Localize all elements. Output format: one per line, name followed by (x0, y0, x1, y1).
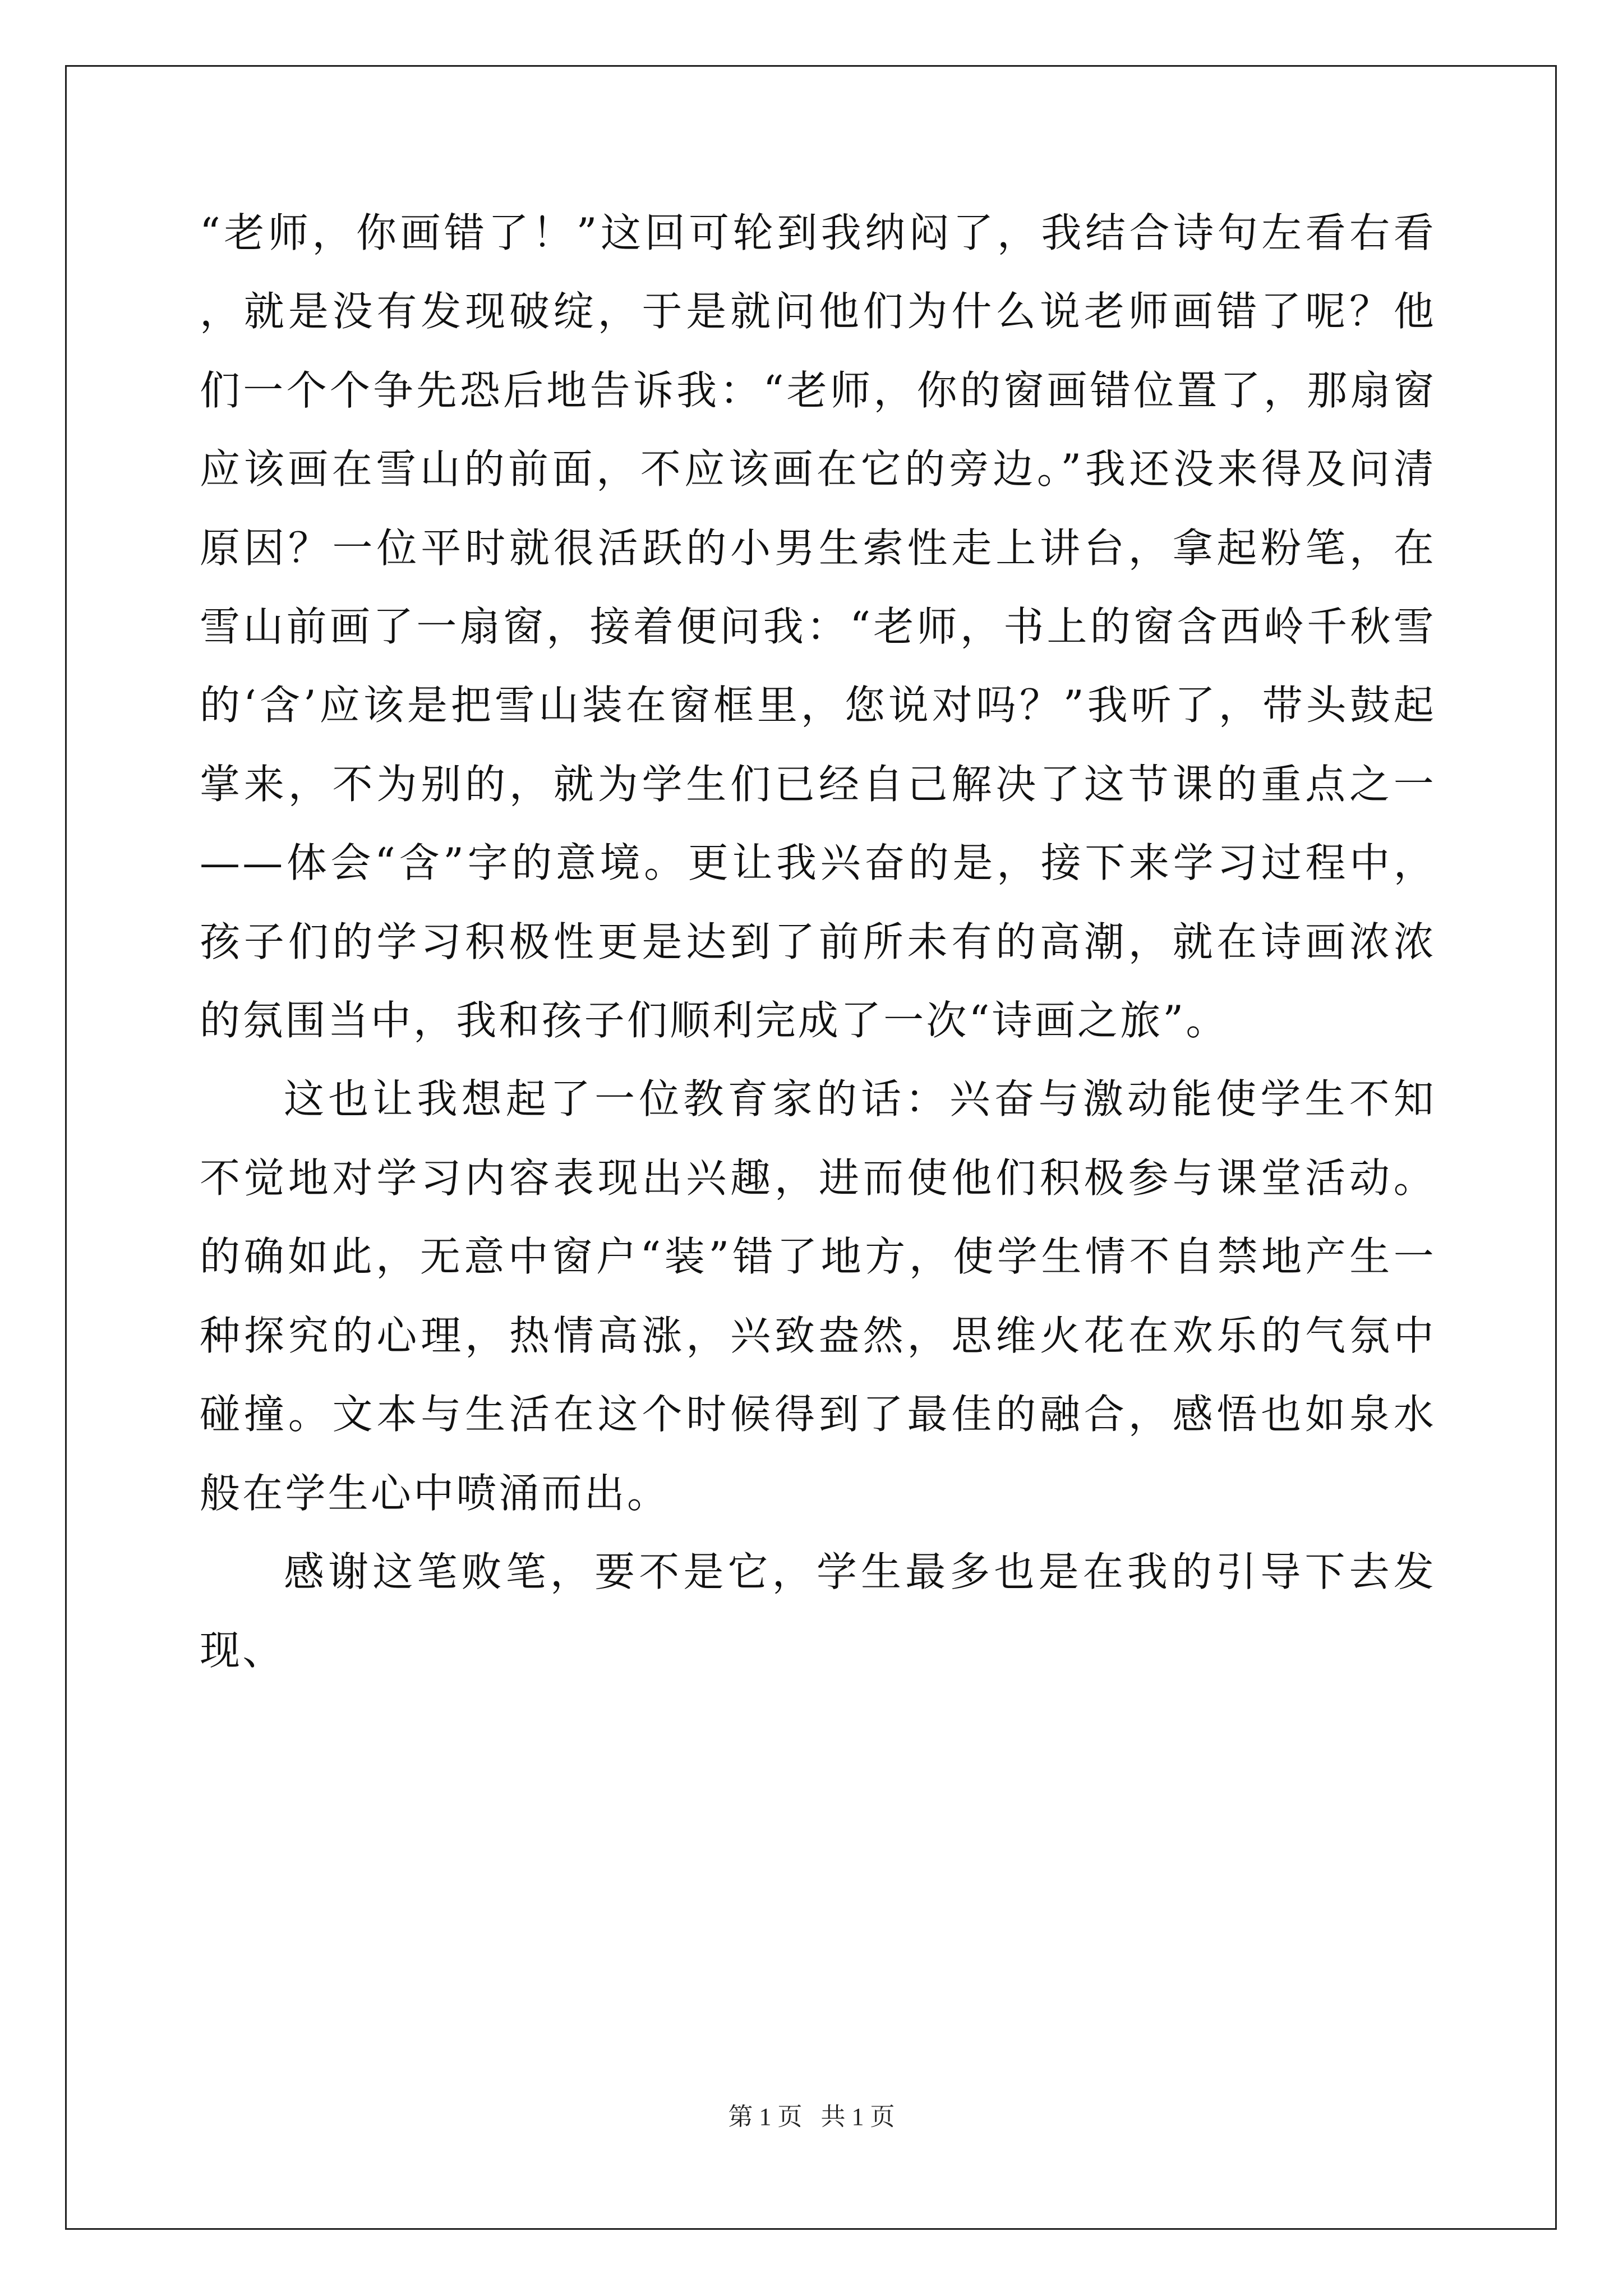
paragraph-1: “老师，你画错了！”这回可轮到我纳闷了，我结合诗句左看右看，就是没有发现破绽，于是就问他们为什么说老师画错了呢？他们一个个争先恐后地告诉我：“老师，你的窗画错位置了，那扇窗应该画在雪山的前面，不应该画在它的旁边。”我还没来得及问清原因？一位平时就很活跃的小男生索性走上讲台，拿起粉笔，在雪山前画了一扇窗，接着便问我：“老师，书上的窗含西岭千秋雪的‘含’应该是把雪山装在窗框里，您说对吗？”我听了，带头鼓起掌来，不为别的，就为学生们已经自己解决了这节课的重点之一——体会“含”字的意境。更让我兴奋的是，接下来学习过程中，孩子们的学习积极性更是达到了前所未有的高潮，就在诗画浓浓的氛围当中，我和孩子们顺利完成了一次“诗画之旅”。 (200, 209, 1436, 1045)
paragraph-3: 感谢这笔败笔，要不是它，学生最多也是在我的引导下去发现、 (200, 1548, 1436, 1674)
document-body (200, 194, 1436, 1690)
page-number-footer: 第 1 页 共 1 页 (728, 2103, 895, 2131)
paragraph-2: 这也让我想起了一位教育家的话：兴奋与激动能使学生不知不觉地对学习内容表现出兴趣，进而使他们积极参与课堂活动。的确如此，无意中窗户“装”错了地方，使学生情不自禁地产生一种探究的心理，热情高涨，兴致盎然，思维火花在欢乐的气氛中碰撞。文本与生活在这个时候得到了最佳的融合，感悟也如泉水般在学生心中喷涌而出。 (200, 1075, 1436, 1517)
